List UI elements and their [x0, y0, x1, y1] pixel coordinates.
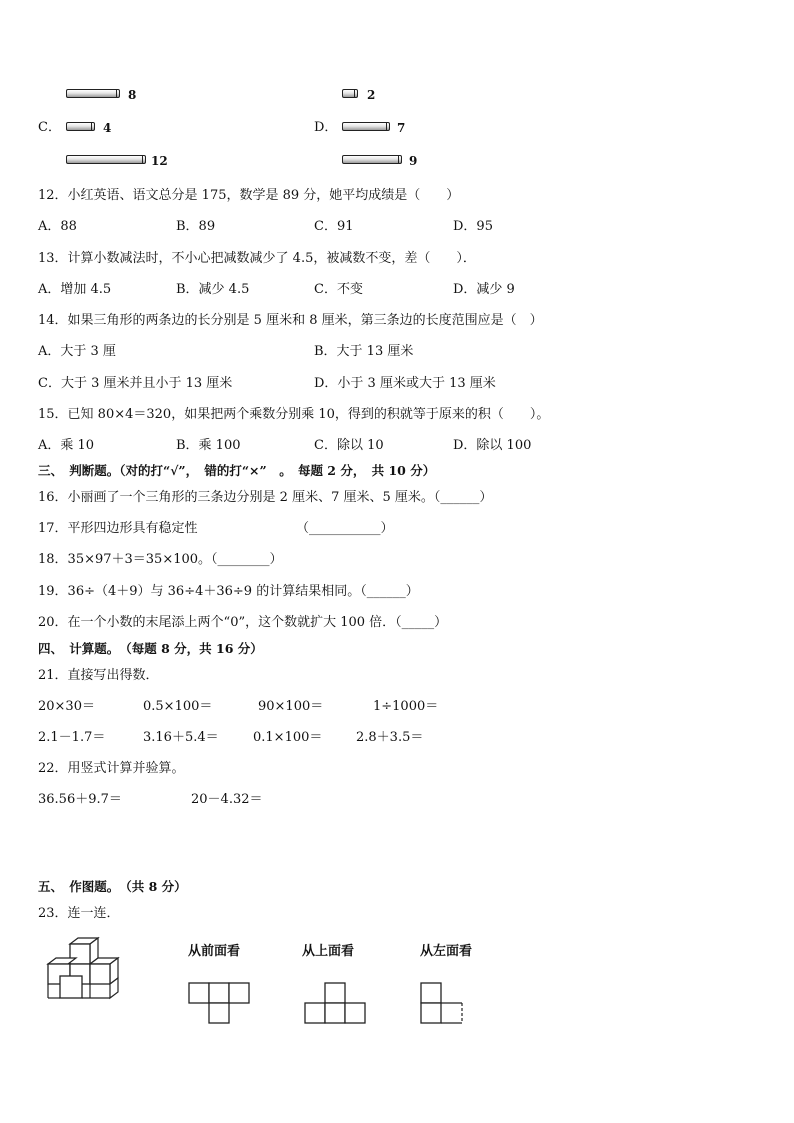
stick-9: [342, 155, 402, 164]
stick-8-label: 8: [128, 88, 137, 102]
q15-option-d[interactable]: D．除以 100: [453, 438, 532, 453]
option-d-label[interactable]: D．: [314, 120, 338, 135]
q12-option-b[interactable]: B．89: [176, 219, 216, 234]
left-view-figure[interactable]: [420, 982, 468, 1026]
q21-expr: 20×30＝: [38, 699, 95, 714]
section-5-heading: 五、 作图题。 （共 8 分）: [38, 879, 187, 894]
stick-9-label: 9: [409, 154, 418, 168]
view-label-front: 从前面看: [188, 944, 241, 959]
q14-option-b[interactable]: B．大于 13 厘米: [314, 344, 414, 359]
q14-option-a[interactable]: A．大于 3 厘: [38, 344, 116, 359]
q12-option-c[interactable]: C．91: [314, 219, 354, 234]
q21-expr: 0.1×100＝: [253, 730, 323, 745]
q13-option-d[interactable]: D．减少 9: [453, 282, 515, 297]
question-21: 21．直接写出得数．: [38, 668, 159, 683]
cube-solid-figure: [40, 936, 140, 1016]
q13-option-a[interactable]: A．增加 4.5: [38, 282, 112, 297]
q14-option-d[interactable]: D．小于 3 厘米或大于 13 厘米: [314, 376, 496, 391]
q21-expr: 2.8＋3.5＝: [356, 730, 424, 745]
q15-option-b[interactable]: B．乘 100: [176, 438, 241, 453]
question-12: 12．小红英语、语文总分是 175，数学是 89 分，她平均成绩是（ ）: [38, 188, 460, 203]
q21-expr: 2.1－1.7＝: [38, 730, 106, 745]
q21-expr: 1÷1000＝: [373, 699, 439, 714]
stick-12-label: 12: [151, 154, 168, 168]
question-13: 13．计算小数减法时，不小心把减数减少了 4.5，被减数不变，差（ ）．: [38, 251, 476, 266]
question-17: 17．平形四边形具有稳定性: [38, 521, 198, 536]
q13-option-b[interactable]: B．减少 4.5: [176, 282, 250, 297]
q13-option-c[interactable]: C．不变: [314, 282, 363, 297]
option-c-label[interactable]: C．: [38, 120, 61, 135]
question-14: 14．如果三角形的两条边的长分别是 5 厘米和 8 厘米，第三条边的长度范围应是（ ）: [38, 313, 543, 328]
q12-option-a[interactable]: A．88: [38, 219, 77, 234]
q21-expr: 3.16＋5.4＝: [143, 730, 219, 745]
stick-2-label: 2: [367, 88, 376, 102]
q15-option-c[interactable]: C．除以 10: [314, 438, 384, 453]
stick-4: [66, 122, 95, 131]
section-3-heading: 三、 判断题。（对的打“√”， 错的打“×” 。 每题 2 分， 共 10 分）: [38, 463, 436, 478]
section-4-heading: 四、 计算题。 （每题 8 分，共 16 分）: [38, 641, 263, 656]
question-16: 16．小丽画了一个三角形的三条边分别是 2 厘米、7 厘米、5 厘米。（______）: [38, 490, 493, 505]
q21-expr: 90×100＝: [258, 699, 324, 714]
q12-option-d[interactable]: D．95: [453, 219, 493, 234]
view-label-left: 从左面看: [420, 944, 473, 959]
question-19: 19．36÷（4＋9）与 36÷4＋36÷9 的计算结果相同。（______）: [38, 584, 419, 599]
front-view-figure[interactable]: [188, 982, 252, 1026]
stick-8: [66, 89, 120, 98]
q22-expr: 36.56＋9.7＝: [38, 792, 122, 807]
q21-expr: 0.5×100＝: [143, 699, 213, 714]
top-view-figure[interactable]: [304, 982, 368, 1026]
q17-answer-blank[interactable]: （___________）: [296, 521, 394, 536]
stick-7: [342, 122, 390, 131]
question-22: 22．用竖式计算并验算。: [38, 761, 185, 776]
stick-4-label: 4: [103, 121, 112, 135]
q14-option-c[interactable]: C．大于 3 厘米并且小于 13 厘米: [38, 376, 233, 391]
question-18: 18．35×97＋3＝35×100。（________）: [38, 552, 283, 567]
stick-7-label: 7: [397, 121, 406, 135]
question-23: 23．连一连．: [38, 906, 120, 921]
question-15: 15．已知 80×4＝320，如果把两个乘数分别乘 10，得到的积就等于原来的积（ ）。: [38, 407, 550, 422]
view-label-top: 从上面看: [302, 944, 355, 959]
q15-option-a[interactable]: A．乘 10: [38, 438, 95, 453]
stick-12: [66, 155, 146, 164]
q22-expr: 20－4.32＝: [191, 792, 263, 807]
stick-2: [342, 89, 358, 98]
question-20: 20．在一个小数的末尾添上两个“0”，这个数就扩大 100 倍．（_____）: [38, 615, 448, 630]
